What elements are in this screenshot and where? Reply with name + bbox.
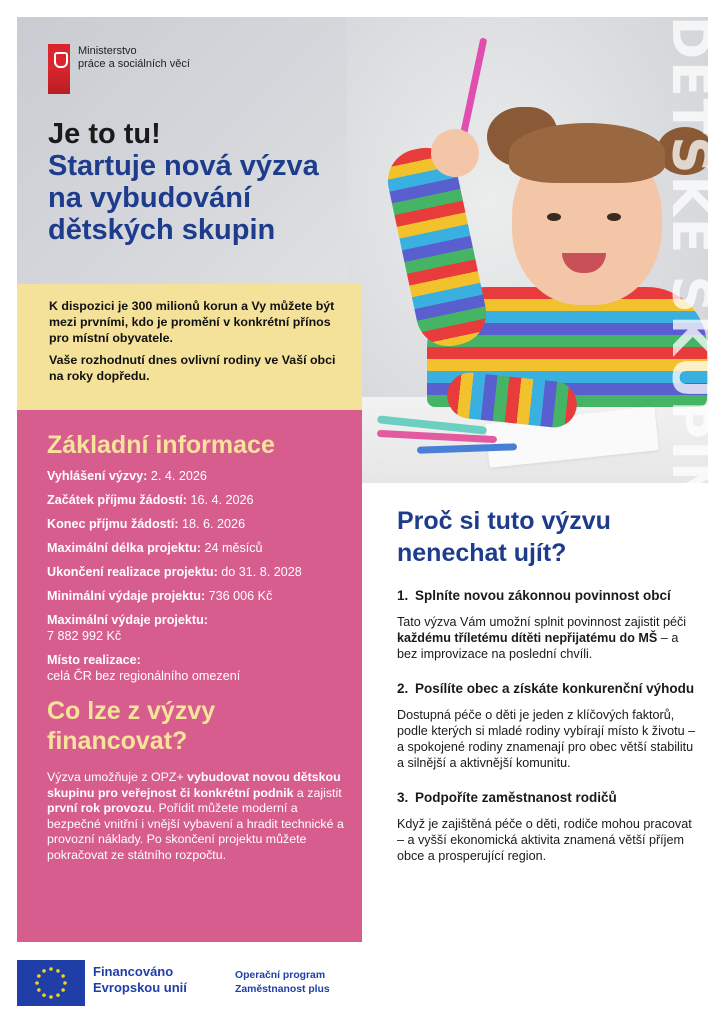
benefit-title: 3. Podpoříte zaměstnanost rodičů [397, 790, 617, 805]
coat-of-arms-icon [48, 44, 70, 94]
eu-star [61, 988, 65, 992]
headline-line2: Startuje nová výzva [48, 150, 319, 182]
intro-box [17, 284, 362, 410]
footer [17, 956, 708, 1012]
ministry-logo [48, 44, 190, 94]
intro-paragraph-1: K dispozici je 300 milionů korun a Vy můžete být mezi prvními, kdo je promění v konkrétní přínos pro místní obyvatele. [49, 299, 335, 345]
funding-text: Výzva umožňuje z OPZ+ vybudovat novou dětskou skupinu pro veřejnost či konkrétní podnik a zajistit první rok provozu. Pořídit můžete moderní a bezpečné vnitřní i vnější vybavení a hradit technické a provozní náklady. Po skončení projektu můžete pokračovat ze státního rozpočtu. [47, 770, 344, 862]
eu-star [37, 974, 41, 978]
benefit-body: Dostupná péče o děti je jeden z klíčových faktorů, podle kterých si mladé rodiny vybírají místo k životu – a spokojené rodiny znamenají pro obec větší stabilitu a silnější a aktivnější komunitu. [397, 708, 696, 770]
headline-line3: na vybudování [48, 182, 252, 214]
headline [48, 118, 368, 246]
benefit-body: Tato výzva Vám umožní splnit povinnost zajistit péči každému tříletému dítěti nepřijatému do MŠ – a bez improvizace na poslední chvíli. [397, 615, 687, 661]
eu-star [49, 967, 53, 971]
benefit-title: 2. Posílíte obec a získáte konkurenční výhodu [397, 681, 695, 696]
ministry-name-line2: práce a sociálních věcí [78, 58, 190, 70]
eu-star [61, 974, 65, 978]
eu-star [37, 988, 41, 992]
funding-heading: Co lze z výzvy financovat? [47, 697, 216, 755]
intro-paragraph-2: Vaše rozhodnutí dnes ovlivní rodiny ve Vaší obci na roky dopředu. [49, 353, 336, 383]
eu-star [56, 993, 60, 997]
info-row: Ukončení realizace projektu: do 31. 8. 2028 [47, 565, 302, 579]
opz-logo-text: Operační program Zaměstnanost plus [235, 970, 330, 995]
info-row: Minimální výdaje projektu: 736 006 Kč [47, 589, 273, 603]
info-row: Maximální délka projektu: 24 měsíců [47, 541, 263, 555]
ministry-name-line1: Ministerstvo [78, 45, 137, 57]
why-section [397, 505, 697, 864]
eu-star [42, 969, 46, 973]
info-row: Začátek příjmu žádostí: 16. 4. 2026 [47, 493, 254, 507]
why-heading: Proč si tuto výzvu nenechat ujít? [397, 507, 611, 567]
headline-line4: dětských skupin [48, 214, 276, 246]
info-panel [17, 410, 362, 942]
basic-info-heading: Základní informace [47, 431, 275, 459]
headline-line1: Je to tu! [48, 118, 161, 150]
info-row: Konec příjmu žádostí: 18. 6. 2026 [47, 517, 246, 531]
eu-funding-label: Financováno Evropskou unií [93, 964, 187, 995]
benefit-body: Když je zajištěná péče o děti, rodiče mohou pracovat – a vyšší ekonomická aktivita znamená větší příjem obce a prosperující region. [397, 817, 692, 863]
eu-star [63, 981, 67, 985]
benefit-title: 1. Splníte novou zákonnou povinnost obcí [397, 588, 671, 603]
benefit-item [397, 680, 697, 771]
benefit-item [397, 789, 697, 864]
benefit-item [397, 587, 697, 662]
basic-info-list [47, 468, 350, 684]
info-row: Maximální výdaje projektu: 7 882 992 Kč [47, 613, 208, 643]
eu-star [56, 969, 60, 973]
eu-flag-icon [17, 960, 85, 1006]
vertical-title: DĚTSKÉ SKUPINY [660, 16, 720, 548]
eu-star [42, 993, 46, 997]
eu-star [35, 981, 39, 985]
info-row: Místo realizace: celá ČR bez regionálního omezení [47, 653, 241, 683]
eu-star [49, 995, 53, 999]
info-row: Vyhlášení výzvy: 2. 4. 2026 [47, 469, 207, 483]
